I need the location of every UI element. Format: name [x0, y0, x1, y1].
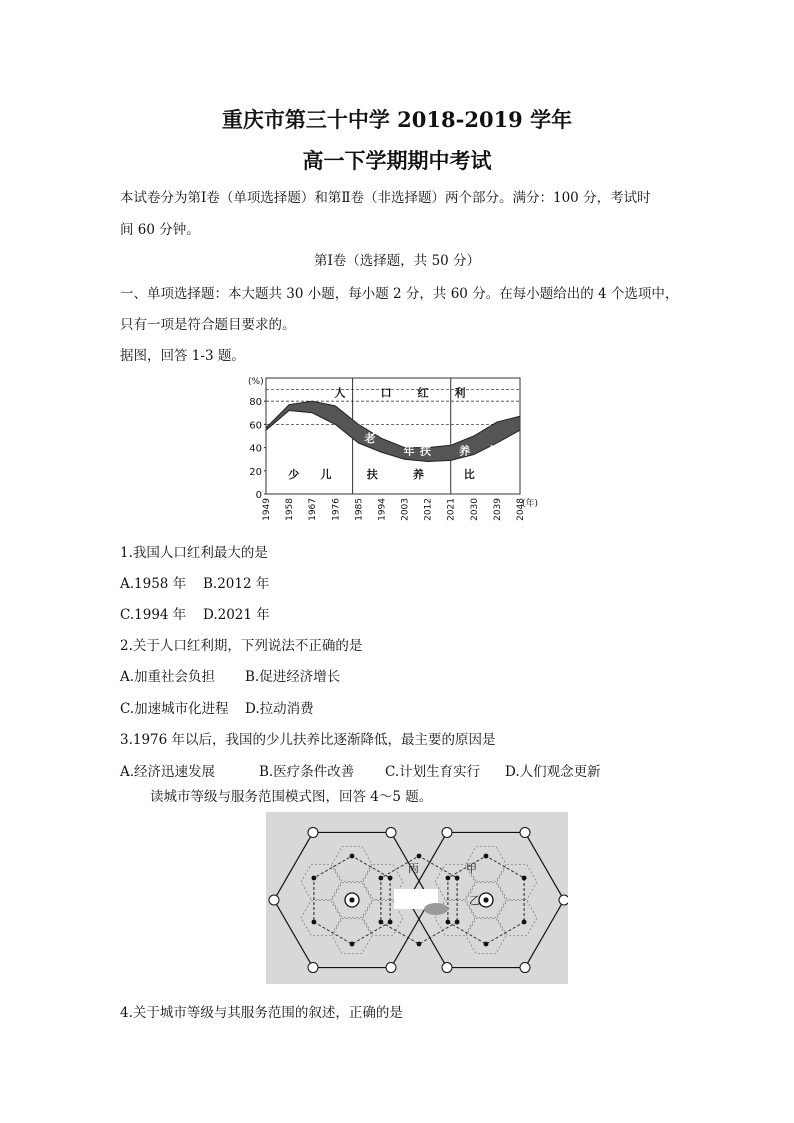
q1-option-c: C.1994 年: [120, 607, 187, 623]
small-city-dot: [445, 920, 450, 925]
q2-option-a: A.加重社会负担: [120, 669, 216, 685]
label-bi: 比: [489, 444, 501, 458]
label-fu2: 扶: [366, 467, 378, 481]
y-tick-label: 0: [255, 490, 262, 501]
q2-option-c: C.加速城市化进程: [120, 701, 229, 717]
small-city-dot: [417, 942, 422, 947]
diagram-smudge: [424, 903, 448, 915]
label-bing: 丙: [408, 862, 419, 875]
small-city-dot: [388, 920, 393, 925]
q3-option-c: C.计划生育实行: [385, 764, 481, 780]
section-heading: 第Ⅰ卷（选择题，共 50 分）: [313, 253, 481, 269]
label-kou: 口: [380, 386, 392, 400]
y-tick-label: 40: [249, 443, 262, 455]
q2-stem: 2.关于人口红利期，下列说法不正确的是: [120, 638, 363, 654]
medium-city-circle: [559, 895, 568, 905]
small-city-dot: [378, 920, 383, 925]
q3-option-b: B.医疗条件改善: [259, 764, 355, 780]
small-city-dot: [484, 942, 489, 947]
small-city-dot: [522, 876, 527, 881]
x-tick-label: 2039: [492, 498, 503, 521]
instruction-line2: 只有一项是符合题目要求的。: [120, 317, 296, 333]
small-city-dot: [484, 854, 489, 859]
label-er: 儿: [320, 467, 332, 481]
label-yang2: 养: [412, 467, 424, 481]
medium-city-circle: [520, 963, 530, 973]
q3-option-a: A.经济迅速发展: [120, 764, 216, 780]
group2-intro: 读城市等级与服务范围模式图，回答 4～5 题。: [150, 789, 433, 805]
group1-intro: 据图，回答 1-3 题。: [120, 348, 245, 364]
y-tick-label: 20: [249, 466, 262, 478]
q3-option-d: D.人们观念更新: [505, 764, 601, 780]
medium-city-circle: [269, 895, 279, 905]
q4-stem: 4.关于城市等级与其服务范围的叙述，正确的是: [120, 1005, 403, 1021]
label-shao: 少: [288, 467, 300, 481]
dependency-ratio-chart: [240, 370, 560, 530]
small-city-dot: [378, 876, 383, 881]
small-city-dot: [388, 876, 393, 881]
label-jia: 甲: [466, 862, 477, 875]
label-fu: 扶: [419, 444, 431, 458]
label-lao: 老: [364, 431, 376, 445]
label-bi2: 比: [463, 467, 475, 481]
label-ren: 人: [334, 386, 346, 400]
label-yang: 养: [459, 444, 471, 458]
intro-line2: 间 60 分钟。: [120, 222, 200, 238]
q2-option-d: D.拉动消费: [245, 701, 314, 717]
small-city-dot: [455, 876, 460, 881]
q1-stem: 1.我国人口红利最大的是: [120, 545, 268, 561]
q2-option-b: B.促进经济增长: [245, 669, 341, 685]
label-hong: 红: [417, 386, 429, 400]
x-tick-label: 2012: [423, 498, 434, 521]
instruction-line1: 一、单项选择题：本大题共 30 小题，每小题 2 分，共 60 分。在每小题给出的 4 个选项中，: [120, 286, 679, 302]
small-city-dot: [350, 942, 355, 947]
x-tick-label: 1976: [331, 498, 342, 521]
central-city-dot: [483, 897, 488, 902]
x-tick-label: 1994: [377, 498, 388, 521]
y-tick-label: 60: [249, 420, 262, 432]
q1-option-d: D.2021 年: [203, 607, 270, 623]
medium-city-circle: [308, 827, 318, 837]
q1-option-a: A.1958 年: [120, 576, 187, 592]
x-tick-label: 2030: [469, 498, 480, 521]
central-place-diagram: [266, 812, 568, 984]
small-city-dot: [311, 920, 316, 925]
medium-city-circle: [386, 827, 396, 837]
x-tick-label: 1985: [354, 498, 365, 521]
label-li: 利: [454, 386, 466, 400]
y-tick-label: 80: [249, 397, 262, 409]
small-city-dot: [350, 854, 355, 859]
x-tick-label: 1958: [285, 498, 296, 521]
x-tick-label: 2048: [516, 498, 526, 521]
x-tick-label: 2003: [400, 498, 411, 521]
small-city-dot: [311, 876, 316, 881]
medium-city-circle: [442, 827, 452, 837]
x-tick-label: 1949: [262, 498, 272, 521]
medium-city-circle: [386, 963, 396, 973]
central-city-dot: [349, 897, 354, 902]
x-unit-label: (年): [522, 499, 539, 509]
small-city-dot: [417, 854, 422, 859]
x-tick-label: 2021: [446, 498, 457, 521]
exam-title-line2: 高一下学期期中考试: [302, 148, 492, 173]
intro-line1: 本试卷分为第Ⅰ卷（单项选择题）和第Ⅱ卷（非选择题）两个部分。满分：100 分，考试时: [120, 190, 651, 206]
y-unit-label: (%): [248, 377, 264, 387]
q1-option-b: B.2012 年: [203, 576, 270, 592]
small-city-dot: [445, 876, 450, 881]
label-yi: 乙: [469, 894, 480, 907]
exam-title-line1: 重庆市第三十中学 2018-2019 学年: [221, 107, 573, 132]
medium-city-circle: [520, 827, 530, 837]
label-nian: 年: [403, 444, 415, 458]
q3-stem: 3.1976 年以后，我国的少儿扶养比逐渐降低，最主要的原因是: [120, 732, 496, 748]
x-tick-label: 1967: [308, 498, 319, 521]
small-city-dot: [522, 920, 527, 925]
medium-city-circle: [442, 963, 452, 973]
medium-city-circle: [308, 963, 318, 973]
small-city-dot: [455, 920, 460, 925]
